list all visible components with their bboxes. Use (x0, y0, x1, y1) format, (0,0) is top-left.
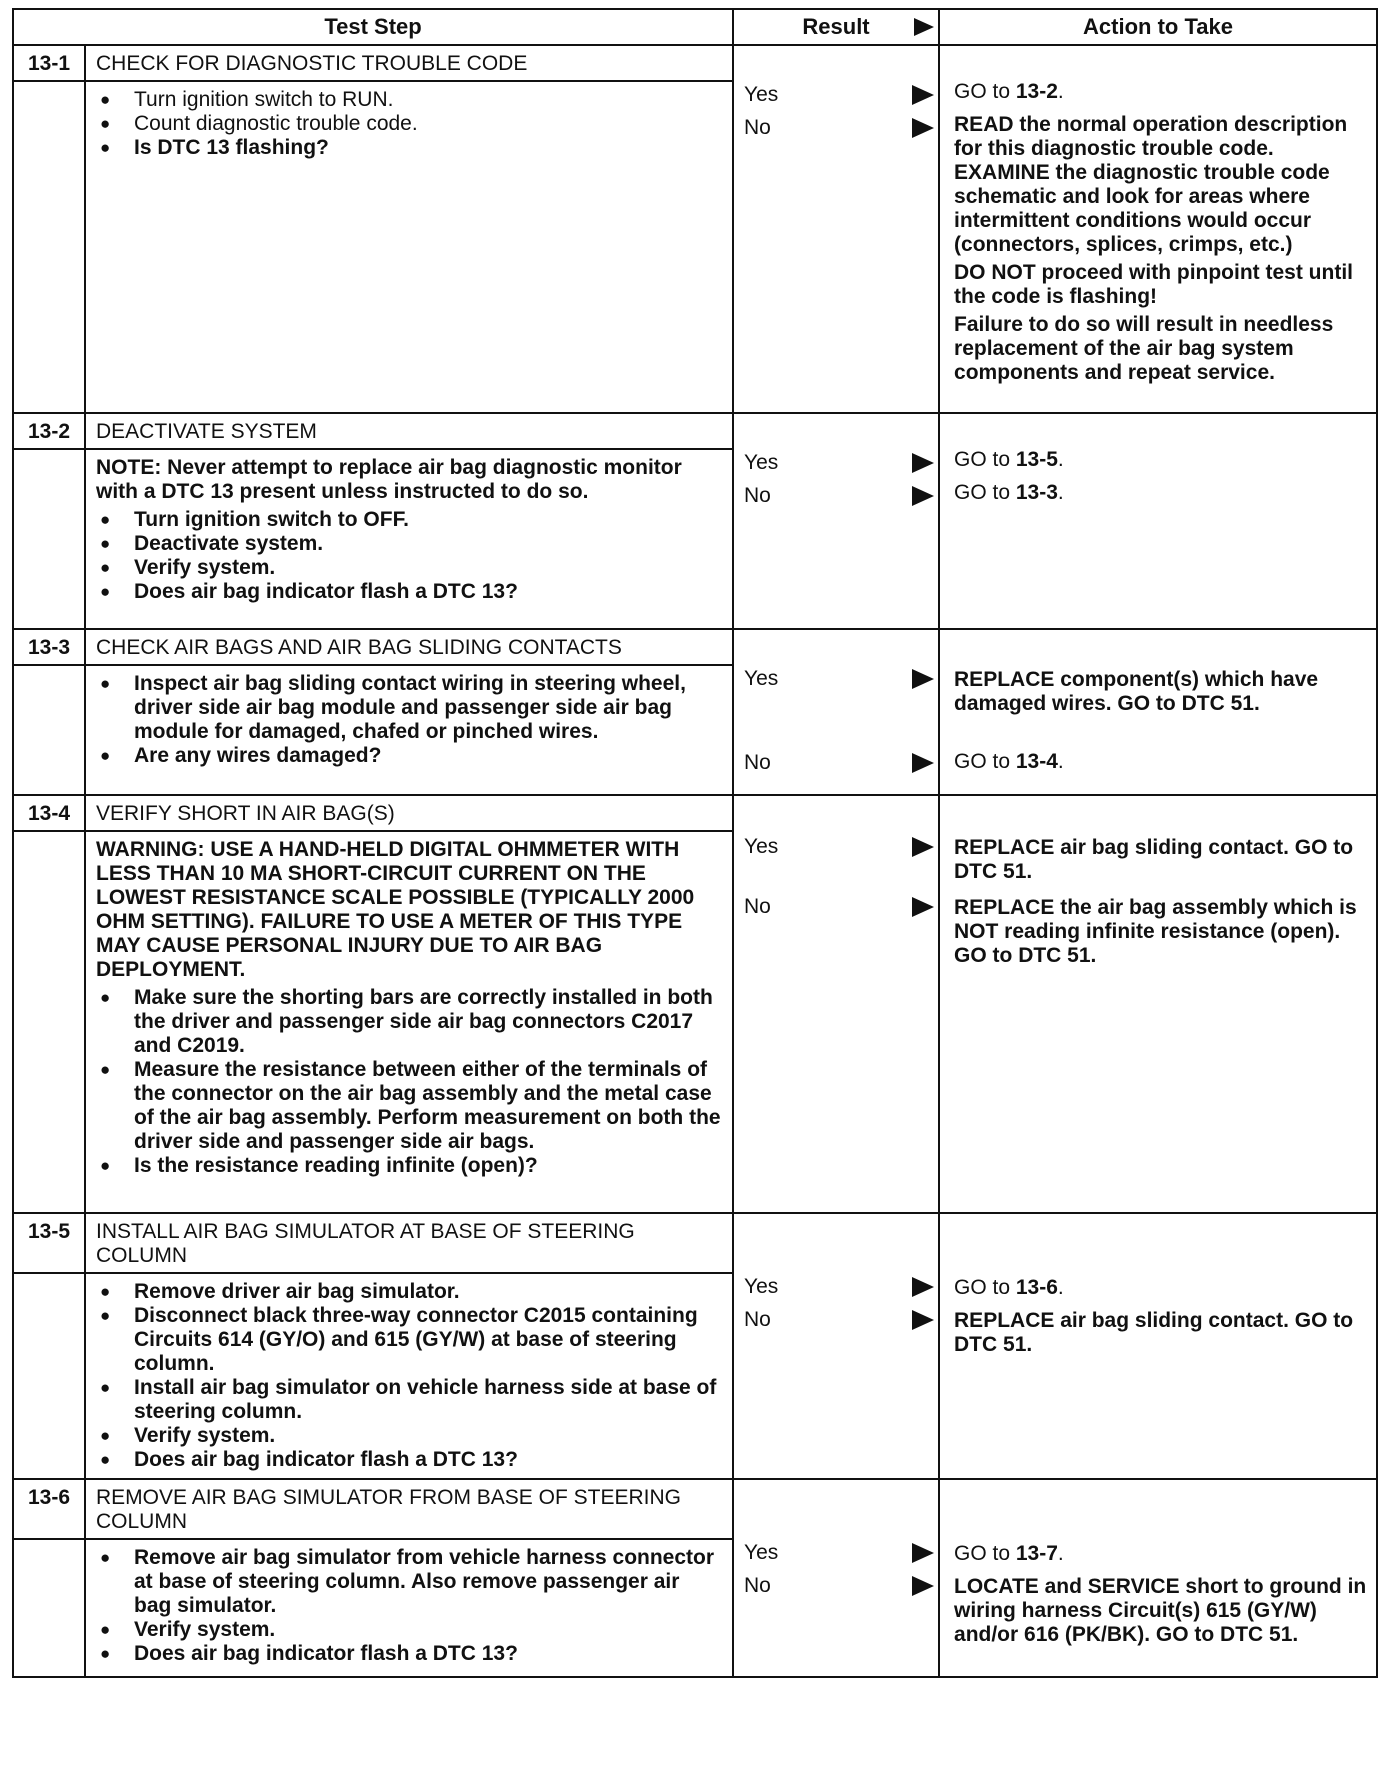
result-cell (733, 629, 939, 795)
action-text: GO to (954, 80, 1016, 103)
step-warning: WARNING: USE A HAND-HELD DIGITAL OHMMETER WITH LESS THAN 10 MA SHORT-CIRCUIT CURRENT ON THE LOWEST RESISTANCE SCALE POSSIBLE (TYPICALLY 2000 OHM SETTING). FAILURE TO USE A METER OF THIS TYPE MAY CAUSE PERSONAL INJURY DUE TO AIR BAG DEPLOYMENT. (96, 838, 695, 981)
step-title-row (13, 45, 1377, 81)
action-text: LOCATE and SERVICE short to ground in wiring harness Circuit(s) 615 (GY/W) and/or 616 (PK/BK). GO to (954, 1575, 1367, 1646)
step-title: DEACTIVATE SYSTEM (85, 413, 733, 449)
result-no (734, 892, 938, 925)
action-text: GO to (954, 448, 1016, 471)
no-action-2: DO NOT proceed with pinpoint test until the code is flashing! (954, 261, 1353, 308)
action-end: . (1057, 80, 1064, 103)
step-question: ● Is DTC 13 flashing? (96, 136, 722, 160)
action-target: DTC 51 (1181, 692, 1254, 715)
action-text: GO to (954, 481, 1016, 504)
step-bullet: ● Count diagnostic trouble code. (96, 112, 722, 136)
result-no-label: No (744, 1308, 771, 1331)
step-question: ● Does air bag indicator flash a DTC 13? (96, 580, 722, 604)
no-action-1: READ the normal operation description for this diagnostic trouble code. EXAMINE the diagnostic trouble code schematic and look for areas where intermittent conditions would occur (connectors, splices, crimps, etc.) (954, 113, 1348, 256)
step-bullet: ● Inspect air bag sliding contact wiring in steering wheel, driver side air bag module and passenger side air bag module for damaged, chafed or pinched wires. (96, 672, 722, 744)
arrow-icon (912, 837, 934, 857)
step-title-row (13, 795, 1377, 831)
action-target: 13-5 (1015, 448, 1058, 471)
action-target: DTC 51 (954, 1333, 1027, 1356)
no-action (954, 896, 1370, 968)
action-target: DTC 51 (1220, 1623, 1293, 1646)
step-bullet: ● Deactivate system. (96, 532, 722, 556)
result-no (734, 113, 938, 146)
step-number: 13-4 (13, 795, 85, 831)
result-yes (734, 448, 938, 481)
action-text: GO to (954, 750, 1016, 773)
action-target: 13-4 (1015, 750, 1058, 773)
action-end: . (1090, 944, 1097, 967)
step-bullet: ● Remove air bag simulator from vehicle harness connector at base of steering column. Also remove passenger air bag simulator. (96, 1546, 722, 1618)
step-body (85, 1539, 733, 1677)
result-cell (733, 795, 939, 1213)
action-target: 13-6 (1015, 1276, 1058, 1299)
step-title: INSTALL AIR BAG SIMULATOR AT BASE OF STEERING COLUMN (85, 1213, 733, 1273)
result-yes (734, 664, 938, 748)
arrow-icon (912, 897, 934, 917)
arrow-icon (912, 486, 934, 506)
step-title-row (13, 1479, 1377, 1539)
result-no (734, 1571, 938, 1604)
action-cell (939, 1479, 1377, 1677)
result-no-label: No (744, 116, 771, 139)
action-end: . (1057, 750, 1064, 773)
action-target: DTC 51 (954, 860, 1027, 883)
step-question: ● Are any wires damaged? (96, 744, 722, 768)
arrow-icon (912, 1310, 934, 1330)
result-no (734, 481, 938, 514)
result-yes-label: Yes (744, 667, 779, 690)
step-bullet: ● Turn ignition switch to OFF. (96, 508, 722, 532)
step-body (85, 449, 733, 629)
result-yes-label: Yes (744, 1541, 779, 1564)
step-title: CHECK FOR DIAGNOSTIC TROUBLE CODE (85, 45, 733, 81)
header-result-label: Result (802, 14, 870, 39)
table-header (13, 9, 1377, 45)
action-end: . (1292, 1623, 1299, 1646)
action-text: GO to (954, 1276, 1016, 1299)
header-result (733, 9, 939, 45)
step-question: ● Does air bag indicator flash a DTC 13? (96, 1642, 722, 1666)
step-bullet: ● Remove driver air bag simulator. (96, 1280, 722, 1304)
step-bullet: ● Make sure the shorting bars are correctly installed in both the driver and passenger side air bag connectors C2017 and C2019. (96, 986, 722, 1058)
result-no-label: No (744, 1574, 771, 1597)
no-action (954, 481, 1370, 505)
arrow-icon (912, 1576, 934, 1596)
arrow-icon (912, 85, 934, 105)
step-number: 13-3 (13, 629, 85, 665)
arrow-icon (912, 1543, 934, 1563)
arrow-icon (914, 18, 934, 36)
result-yes-label: Yes (744, 83, 779, 106)
result-cell (733, 45, 939, 413)
yes-action (954, 836, 1370, 892)
step-question: ● Is the resistance reading infinite (open)? (96, 1154, 722, 1178)
result-yes-label: Yes (744, 1275, 779, 1298)
action-target: 13-3 (1015, 481, 1058, 504)
step-title: VERIFY SHORT IN AIR BAG(S) (85, 795, 733, 831)
no-action (954, 1309, 1370, 1357)
step-bullet: ● Turn ignition switch to RUN. (96, 88, 722, 112)
result-cell (733, 1479, 939, 1677)
arrow-icon (912, 669, 934, 689)
step-title: CHECK AIR BAGS AND AIR BAG SLIDING CONTACTS (85, 629, 733, 665)
action-target: 13-2 (1015, 80, 1058, 103)
step-title-row (13, 629, 1377, 665)
step-number: 13-1 (13, 45, 85, 81)
action-text: REPLACE the air bag assembly which is NOT reading infinite resistance (open). GO to (954, 896, 1357, 967)
action-end: . (1057, 1276, 1064, 1299)
step-title: REMOVE AIR BAG SIMULATOR FROM BASE OF STEERING COLUMN (85, 1479, 733, 1539)
header-action: Action to Take (939, 9, 1377, 45)
result-yes (734, 80, 938, 113)
action-target: DTC 51 (1018, 944, 1091, 967)
step-note: NOTE: Never attempt to replace air bag diagnostic monitor with a DTC 13 present unless instructed to do so. (96, 456, 682, 503)
action-cell (939, 45, 1377, 413)
yes-action (954, 80, 1370, 109)
action-text: REPLACE component(s) which have damaged wires. GO to (954, 668, 1319, 715)
yes-action (954, 1276, 1370, 1305)
action-cell (939, 413, 1377, 629)
arrow-icon (912, 1277, 934, 1297)
step-bullet: ● Measure the resistance between either of the terminals of the connector on the air bag assembly and the metal case of the air bag assembly. Perform measurement on both the driver side and passenger side air bags. (96, 1058, 722, 1154)
result-yes (734, 1272, 938, 1305)
step-body (85, 1273, 733, 1479)
result-no-label: No (744, 895, 771, 918)
result-cell (733, 413, 939, 629)
action-text: GO to (954, 1542, 1016, 1565)
result-no (734, 748, 938, 781)
yes-action (954, 448, 1370, 477)
step-bullet: ● Verify system. (96, 1618, 722, 1642)
result-yes-label: Yes (744, 451, 779, 474)
no-action-3: Failure to do so will result in needless replacement of the air bag system components and repeat service. (954, 313, 1334, 384)
result-cell (733, 1213, 939, 1479)
result-yes (734, 832, 938, 892)
action-end: . (1057, 448, 1064, 471)
action-text: REPLACE air bag sliding contact. GO to (954, 836, 1354, 859)
action-cell (939, 1213, 1377, 1479)
step-number: 13-5 (13, 1213, 85, 1273)
result-yes (734, 1538, 938, 1571)
result-no-label: No (744, 751, 771, 774)
step-question: ● Does air bag indicator flash a DTC 13? (96, 1448, 722, 1472)
step-body (85, 665, 733, 795)
arrow-icon (912, 118, 934, 138)
pinpoint-test-table (12, 8, 1378, 1678)
result-no (734, 1305, 938, 1338)
action-end: . (1057, 1542, 1064, 1565)
no-action (954, 1575, 1370, 1647)
step-body (85, 81, 733, 413)
header-test-step: Test Step (13, 9, 733, 45)
action-end: . (1026, 860, 1033, 883)
step-bullet: ● Install air bag simulator on vehicle harness side at base of steering column. (96, 1376, 722, 1424)
result-yes-label: Yes (744, 835, 779, 858)
result-no-label: No (744, 484, 771, 507)
arrow-icon (912, 753, 934, 773)
action-cell (939, 795, 1377, 1213)
step-title-row (13, 1213, 1377, 1273)
step-bullet: ● Disconnect black three-way connector C2015 containing Circuits 614 (GY/O) and 615 (GY/W) at base of steering column. (96, 1304, 722, 1376)
action-text: REPLACE air bag sliding contact. GO to (954, 1309, 1354, 1332)
action-end: . (1026, 1333, 1033, 1356)
no-action (954, 750, 1370, 774)
yes-action (954, 668, 1370, 746)
action-end: . (1253, 692, 1260, 715)
step-body (85, 831, 733, 1213)
action-target: 13-7 (1015, 1542, 1058, 1565)
step-bullet: ● Verify system. (96, 556, 722, 580)
step-number: 13-2 (13, 413, 85, 449)
arrow-icon (912, 453, 934, 473)
action-end: . (1057, 481, 1064, 504)
action-cell (939, 629, 1377, 795)
yes-action (954, 1542, 1370, 1571)
step-number: 13-6 (13, 1479, 85, 1539)
step-title-row (13, 413, 1377, 449)
step-bullet: ● Verify system. (96, 1424, 722, 1448)
